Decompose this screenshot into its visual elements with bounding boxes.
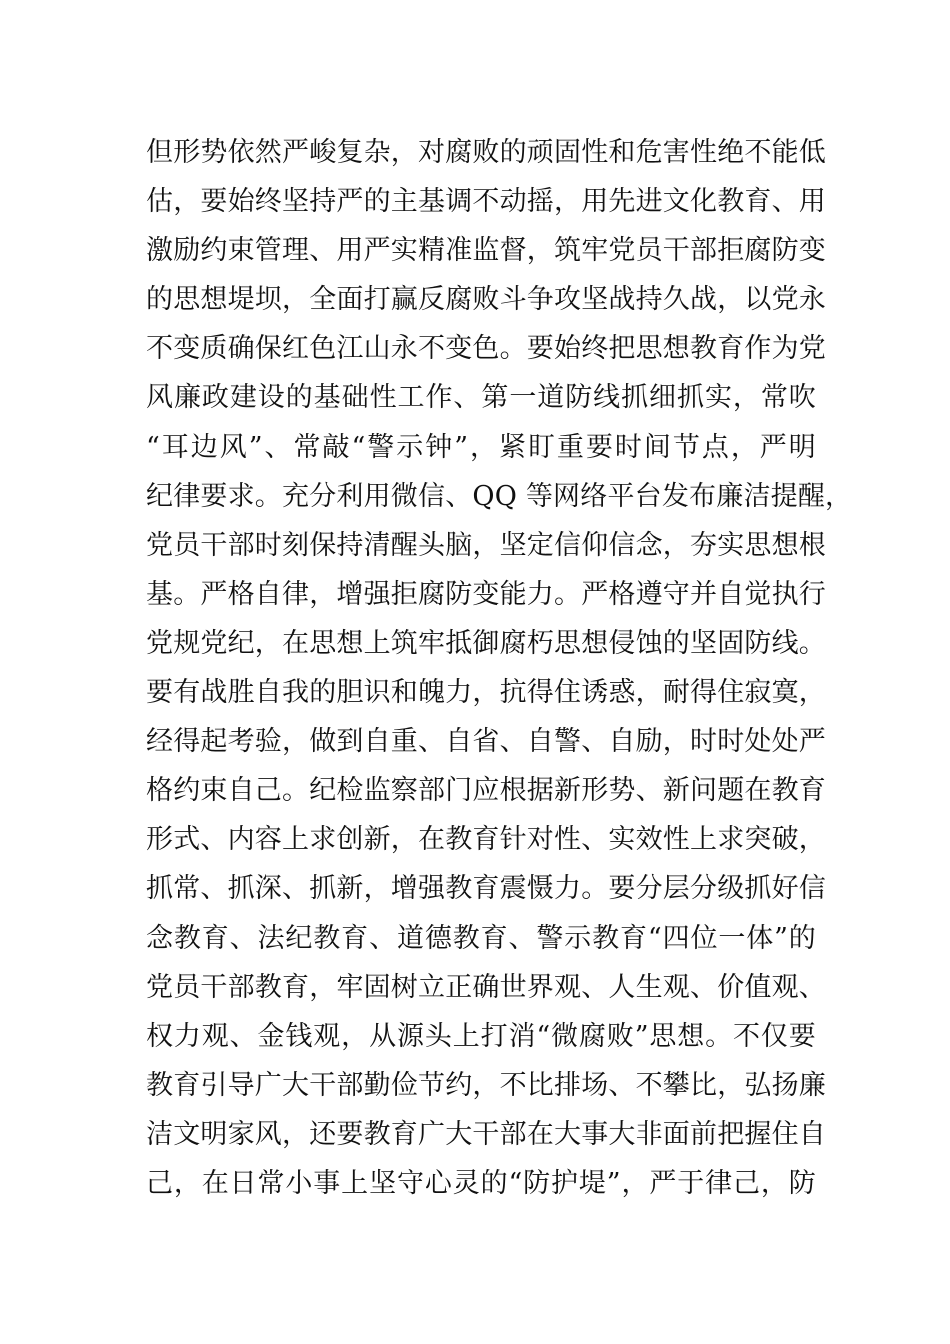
- text-line: 但形势依然严峻复杂，对腐败的顽固性和危害性绝不能低: [146, 137, 826, 168]
- body-paragraph: [146, 128, 853, 1208]
- text-line: 己，在日常小事上坚守心灵的“防护堤”，严于律己，防: [146, 1167, 816, 1199]
- text-line: 经得起考验，做到自重、自省、自警、自励，时时处处严: [146, 726, 826, 758]
- text-line: 要有战胜自我的胆识和魄力，抗得住诱惑，耐得住寂寞，: [146, 677, 826, 709]
- text-line: 基。严格自律，增强拒腐防变能力。严格遵守并自觉执行: [146, 578, 826, 610]
- text-line: 教育引导广大干部勤俭节约，不比排场、不攀比，弘扬廉: [146, 1069, 826, 1101]
- text-line: 估，要始终坚持严的主基调不动摇，用先进文化教育、用: [146, 186, 826, 218]
- text-line: 形式、内容上求创新，在教育针对性、实效性上求突破，: [146, 824, 826, 856]
- text-line: 党规党纪，在思想上筑牢抵御腐朽思想侵蚀的坚固防线。: [146, 627, 826, 659]
- text-line: 格约束自己。纪检监察部门应根据新形势、新问题在教育: [146, 775, 826, 807]
- text-line: 的思想堤坝，全面打赢反腐败斗争攻坚战持久战，以党永: [146, 284, 826, 316]
- text-line: 洁文明家风，还要教育广大干部在大事大非面前把握住自: [146, 1118, 826, 1150]
- text-line: 激励约束管理、用严实精准监督，筑牢党员干部拒腐防变: [146, 235, 826, 267]
- text-line: 风廉政建设的基础性工作、第一道防线抓细抓实，常吹: [146, 382, 816, 414]
- text-line: 不变质确保红色江山永不变色。要始终把思想教育作为党: [146, 333, 826, 365]
- text-line: 纪律要求。充分利用微信、QQ 等网络平台发布廉洁提醒，: [146, 480, 853, 512]
- text-line: 抓常、抓深、抓新，增强教育震慑力。要分层分级抓好信: [146, 873, 826, 905]
- text-line: 权力观、金钱观，从源头上打消“微腐败”思想。不仅要: [146, 1020, 816, 1052]
- text-line: 念教育、法纪教育、道德教育、警示教育“四位一体”的: [146, 922, 816, 954]
- text-line: 党员干部教育，牢固树立正确世界观、人生观、价值观、: [146, 971, 826, 1003]
- text-line: 党员干部时刻保持清醒头脑，坚定信仰信念，夯实思想根: [146, 529, 826, 561]
- text-line: “耳边风”、常敲“警示钟”，紧盯重要时间节点，严明: [146, 431, 816, 463]
